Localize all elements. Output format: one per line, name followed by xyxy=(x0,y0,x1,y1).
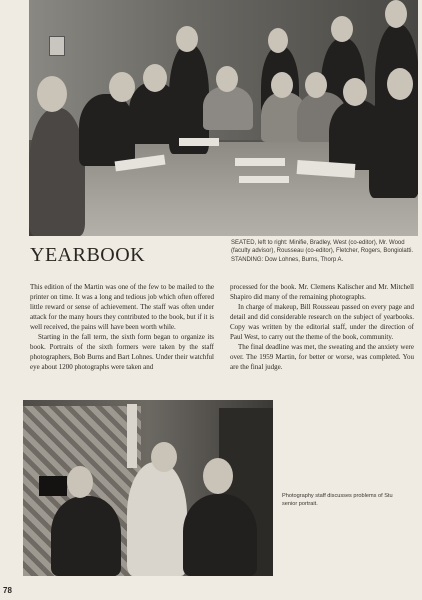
body-paragraph: This edition of the Martin was one of the few to be mailed to the printer on time. It was a long and tedious job which often offered little reward or sense of achievement. The staff was often under attack for the many hours they contributed to the book, but if it is well received, the pains will have been worth while. xyxy=(30,283,214,331)
body-column-left xyxy=(30,282,214,372)
yearbook-staff-photo xyxy=(29,0,418,236)
photo-person xyxy=(51,496,121,576)
photo-head xyxy=(216,66,238,92)
photo-head xyxy=(37,76,67,112)
photo-paper xyxy=(239,176,289,183)
photo-head xyxy=(268,28,288,53)
photo-head xyxy=(151,442,177,472)
photo-person xyxy=(29,108,85,236)
photo-head xyxy=(271,72,293,98)
photo-paper xyxy=(235,158,285,166)
photo-head xyxy=(343,78,367,106)
body-column-right xyxy=(230,282,414,372)
body-paragraph: In charge of makeup, Bill Rousseau passed on every page and detail and did considerable research on the subject of yearbooks. Copy was written by the editorial staff, under the direction of Paul West, to carry out the theme of the book, community. xyxy=(230,303,414,341)
body-paragraph: Starting in the fall term, the sixth form began to organize its book. Portraits of the sixth formers were taken by the staff photographers, Bob Burns and Bart Lohnes. Under their watchful eye about 1200 photographs were taken and xyxy=(30,333,214,371)
body-paragraph: processed for the book. Mr. Clemens Kalischer and Mr. Mitchell Shapiro did many of the remaining photographs. xyxy=(230,283,414,301)
photo-person xyxy=(183,494,257,576)
section-title: YEARBOOK xyxy=(30,244,146,266)
photo-head xyxy=(305,72,327,98)
photo-person xyxy=(127,462,187,576)
photo-head xyxy=(331,16,353,42)
photo-paper xyxy=(179,138,219,146)
photo-person xyxy=(203,86,253,130)
photo-caption xyxy=(231,239,421,264)
photo-person xyxy=(79,94,135,166)
photo-head xyxy=(203,458,233,494)
photo-head xyxy=(387,68,413,100)
photo-window xyxy=(49,36,65,56)
body-paragraph: The final deadline was met, the sweating and the anxiety were over. The 1959 Martin, for better or worse, was completed. You are the final judge. xyxy=(230,343,414,371)
photography-staff-photo xyxy=(23,400,273,576)
page-number: 78 xyxy=(3,586,12,595)
photo-head xyxy=(67,466,93,498)
caption-line: SEATED, left to right: Minifie, Bradley, West (co-editor), Mr. Wood xyxy=(231,240,405,246)
photo-head xyxy=(176,26,198,52)
photo-raised-arm xyxy=(127,404,137,468)
photo-camera xyxy=(39,476,67,496)
caption-line: (faculty advisor), Rousseau (co-editor), Fletcher, Rogers, Bongiolatti. xyxy=(231,248,414,255)
caption-line: senior portrait. xyxy=(282,501,318,507)
photo-head xyxy=(385,0,407,28)
caption-line: STANDING: Dow Lohnes, Burns, Thorp A. xyxy=(231,256,344,263)
photo-person xyxy=(369,88,418,198)
photo-caption xyxy=(282,492,422,508)
photo-head xyxy=(143,64,167,92)
caption-line: Photography staff discusses problems of Stu xyxy=(282,493,393,499)
